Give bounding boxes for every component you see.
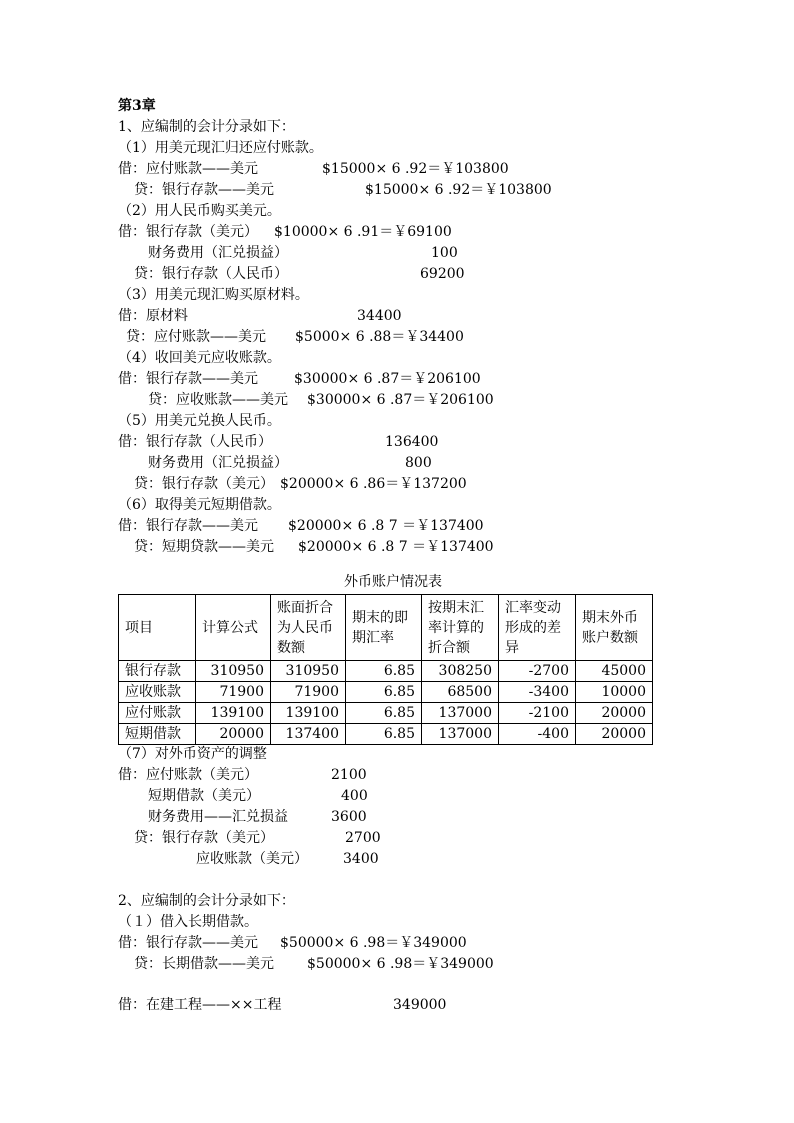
q2-entry-1-line-1-amount: $50000× 6 .98＝￥349000 (280, 935, 467, 951)
entry-4-line-2-label: 贷：应收账款——美元 (148, 392, 288, 408)
entry-1-debit-amount: $15000× 6 .92＝￥103800 (322, 161, 509, 177)
table-cell: 10000 (576, 682, 653, 703)
table-cell: 6.85 (346, 724, 422, 745)
table-cell: -2100 (499, 703, 576, 724)
table-row (119, 724, 653, 745)
table-cell: 139100 (271, 703, 346, 724)
entry-2-line-3-amount: 69200 (420, 266, 465, 282)
entry-6-line-1-amount: $20000× 6 .8 7 ＝￥137400 (288, 518, 484, 534)
entry-4-line-1-label: 借：银行存款——美元 (118, 371, 258, 387)
table-cell: 71900 (196, 682, 271, 703)
q2-entry-2-line-1-label: 借：在建工程——××工程 (118, 997, 282, 1013)
entry-2-line-3-label: 贷：银行存款（人民币） (134, 266, 288, 282)
entry-6-desc: （6）取得美元短期借款。 (118, 497, 281, 513)
entry-5-desc: （5）用美元兑换人民币。 (118, 413, 281, 429)
entry-5-line-3-label: 贷：银行存款（美元） (134, 476, 274, 492)
table-row (119, 682, 653, 703)
entry-7-line-1-amount: 2100 (331, 767, 367, 783)
table-header-cell: 账面折合 为人民币 数额 (271, 595, 346, 661)
entry-2-line-2-amount: 100 (431, 245, 458, 261)
table-cell: 68500 (422, 682, 499, 703)
question-2-title: 2、应编制的会计分录如下： (118, 893, 295, 909)
table-header-row (119, 595, 653, 661)
table-cell: 137000 (422, 724, 499, 745)
table-header-cell: 期末外币 账户数额 (576, 595, 653, 661)
table-title: 外币账户情况表 (344, 574, 442, 590)
entry-7-line-4-label: 贷：银行存款（美元） (134, 830, 274, 846)
chapter-title: 第3章 (118, 98, 156, 114)
entry-7-line-5-amount: 3400 (343, 851, 379, 867)
table-row (119, 661, 653, 682)
table-cell: 308250 (422, 661, 499, 682)
entry-6-line-2-amount: $20000× 6 .8 7 ＝￥137400 (298, 539, 494, 555)
table-header-cell: 按期末汇 率计算的 折合额 (422, 595, 499, 661)
entry-2-line-2-label: 财务费用（汇兑损益） (148, 245, 288, 261)
table-cell: 应付账款 (119, 703, 196, 724)
entry-1-credit-amount: $15000× 6 .92＝￥103800 (365, 182, 552, 198)
table-cell: 137000 (422, 703, 499, 724)
table-cell: 137400 (271, 724, 346, 745)
entry-5-line-1-amount: 136400 (385, 434, 439, 450)
entry-5-line-2-label: 财务费用（汇兑损益） (148, 455, 288, 471)
table-cell: 短期借款 (119, 724, 196, 745)
entry-7-line-2-amount: 400 (341, 788, 368, 804)
entry-2-desc: （2）用人民币购买美元。 (118, 203, 281, 219)
entry-1-credit-label: 贷：银行存款——美元 (134, 182, 274, 198)
table-cell: -400 (499, 724, 576, 745)
q2-entry-2-line-1-amount: 349000 (393, 997, 447, 1013)
table-cell: -2700 (499, 661, 576, 682)
entry-7-line-3-amount: 3600 (331, 809, 367, 825)
table-header-cell: 期末的即 期汇率 (346, 595, 422, 661)
q2-entry-1-desc: （１）借入长期借款。 (118, 914, 258, 930)
table-header-cell: 项目 (119, 595, 196, 661)
entry-7-desc: （7）对外币资产的调整 (118, 746, 267, 762)
table-cell: 71900 (271, 682, 346, 703)
entry-6-line-1-label: 借：银行存款——美元 (118, 518, 258, 534)
fx-account-table (118, 594, 653, 745)
entry-5-line-2-amount: 800 (405, 455, 432, 471)
table-cell: 银行存款 (119, 661, 196, 682)
table-cell: 310950 (196, 661, 271, 682)
entry-1-desc: （1）用美元现汇归还应付账款。 (118, 140, 323, 156)
entry-1-debit-label: 借：应付账款——美元 (118, 161, 258, 177)
entry-4-desc: （4）收回美元应收账款。 (118, 350, 281, 366)
question-1-title: 1、应编制的会计分录如下： (118, 119, 295, 135)
table-header-cell: 计算公式 (196, 595, 271, 661)
table-cell: 6.85 (346, 682, 422, 703)
table-cell: 139100 (196, 703, 271, 724)
entry-5-line-3-amount: $20000× 6 .86＝￥137200 (280, 476, 467, 492)
entry-3-desc: （3）用美元现汇购买原材料。 (118, 287, 309, 303)
table-cell: -3400 (499, 682, 576, 703)
entry-7-line-3-label: 财务费用——汇兑损益 (148, 809, 288, 825)
table-row (119, 703, 653, 724)
entry-5-line-1-label: 借：银行存款（人民币） (118, 434, 272, 450)
table-cell: 310950 (271, 661, 346, 682)
q2-entry-1-line-1-label: 借：银行存款——美元 (118, 935, 258, 951)
entry-3-line-1-label: 借：原材料 (118, 308, 188, 324)
q2-entry-1-line-2-amount: $50000× 6 .98＝￥349000 (307, 956, 494, 972)
entry-6-line-2-label: 贷：短期贷款——美元 (134, 539, 274, 555)
entry-3-line-2-label: 贷：应付账款——美元 (126, 329, 266, 345)
table-cell: 20000 (196, 724, 271, 745)
entry-2-line-1-amount: $10000× 6 .91＝￥69100 (274, 224, 452, 240)
table-cell: 6.85 (346, 703, 422, 724)
entry-7-line-1-label: 借：应付账款（美元） (118, 767, 258, 783)
table-cell: 20000 (576, 703, 653, 724)
q2-entry-1-line-2-label: 贷：长期借款——美元 (134, 956, 274, 972)
table-cell: 6.85 (346, 661, 422, 682)
table-cell: 应收账款 (119, 682, 196, 703)
entry-3-line-1-amount: 34400 (357, 308, 402, 324)
entry-2-line-1-label: 借：银行存款（美元） (118, 224, 258, 240)
entry-7-line-5-label: 应收账款（美元） (196, 851, 308, 867)
entry-7-line-2-label: 短期借款（美元） (148, 788, 260, 804)
entry-4-line-2-amount: $30000× 6 .87＝￥206100 (307, 392, 494, 408)
entry-7-line-4-amount: 2700 (345, 830, 381, 846)
entry-3-line-2-amount: $5000× 6 .88＝￥34400 (295, 329, 464, 345)
table-cell: 45000 (576, 661, 653, 682)
table-cell: 20000 (576, 724, 653, 745)
table-header-cell: 汇率变动 形成的差 异 (499, 595, 576, 661)
entry-4-line-1-amount: $30000× 6 .87＝￥206100 (294, 371, 481, 387)
